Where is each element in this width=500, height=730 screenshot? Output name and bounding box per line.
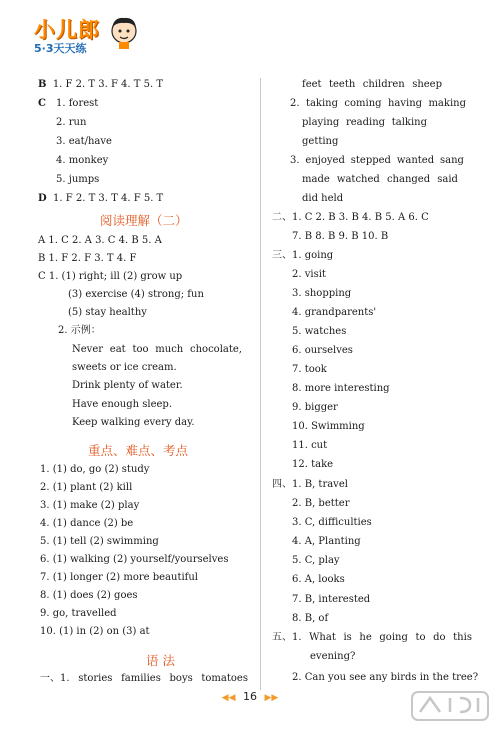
section-title-reading: 阅读理解（二） [100,213,188,228]
grammar-2b: playing reading talking [302,117,427,128]
part-three-10: 10. Swimming [292,421,365,432]
answer-C-4: 4. monkey [56,155,109,166]
part-four-6: 6. A, looks [292,574,345,585]
part-five-1: 五、1. What is he going to do this [272,632,472,643]
part-three-9: 9. bigger [292,402,338,413]
example-line-4: Have enough sleep. [72,399,173,410]
part-four-7: 7. B, interested [292,594,371,605]
part-two-1: 二、1. C 2. B 3. B 4. B 5. A 6. C [272,212,429,223]
answer-C-letter: C [38,98,46,109]
section-title-grammar: 语 法 [146,653,175,668]
grammar-2c: getting [302,136,339,147]
part-two-2: 7. B 8. B 9. B 10. B [292,231,389,242]
answer-C-3: 3. eat/have [56,136,112,147]
part-three-5: 5. watches [292,326,347,337]
column-divider [260,78,261,690]
part-three-8: 8. more interesting [292,383,390,394]
example-line-3: Drink plenty of water. [72,380,183,391]
reading-C1b: (3) exercise (4) strong; fun [68,289,204,300]
answer-D: D 1. F 2. T 3. T 4. F 5. T [38,193,164,204]
part-three-4: 4. grandparents' [292,307,377,318]
part-four-2: 2. B, better [292,498,350,509]
part-three-11: 11. cut [292,440,328,451]
series-logo [30,10,150,56]
key-2: 2. (1) plant (2) kill [40,482,133,493]
reading-B: B 1. F 2. F 3. T 4. F [38,253,137,264]
key-6: 6. (1) walking (2) yourself/yourselves [40,554,229,565]
part-four-8: 8. B, of [292,613,329,624]
key-7: 7. (1) longer (2) more beautiful [40,572,199,583]
part-four-3: 3. C, difficulties [292,517,372,528]
series-text: 5·3天天练 [34,42,87,55]
answer-C-1: 1. forest [56,98,99,109]
reading-C1c: (5) stay healthy [68,307,147,318]
part-four-1: 四、1. B, travel [272,479,348,490]
key-5: 5. (1) tell (2) swimming [40,536,159,547]
prev-arrows-icon: ◀◀ [221,693,236,703]
part-four-4: 4. A, Planting [292,536,361,547]
answer-C-2: 2. run [56,117,87,128]
key-10: 10. (1) in (2) on (3) at [40,626,150,637]
answer-B: B 1. F 2. T 3. F 4. T 5. T [38,79,164,90]
grammar-3: 3. enjoyed stepped wanted sang [290,155,464,166]
part-four-5: 5. C, play [292,555,340,566]
key-4: 4. (1) dance (2) be [40,518,134,529]
part-three-2: 2. visit [292,269,326,280]
page-number: 16 [243,690,257,703]
example-line-2: sweets or ice cream. [72,362,177,373]
grammar-3c: did held [302,193,344,204]
reading-C1: C 1. (1) right; ill (2) grow up [38,271,183,282]
mascot-icon [108,14,140,50]
example-line-5: Keep walking every day. [72,417,195,428]
key-3: 3. (1) make (2) play [40,500,140,511]
part-five-1b: evening? [310,651,356,662]
part-three-6: 6. ourselves [292,345,353,356]
part-five-2: 2. Can you see any birds in the tree? [292,672,479,683]
key-8: 8. (1) does (2) goes [40,590,138,601]
key-1: 1. (1) do, go (2) study [40,464,150,475]
key-9: 9. go, travelled [40,608,117,619]
reading-A: A 1. C 2. A 3. C 4. B 5. A [38,235,162,246]
part-three-1: 三、1. going [272,250,334,261]
grammar-1-cont: feet teeth children sheep [302,79,442,90]
next-arrows-icon: ▶▶ [264,693,279,703]
example-line-1: Never eat too much chocolate, [72,344,242,355]
reading-C2: 2. 示例： [58,325,101,336]
grammar-2: 2. taking coming having making [290,98,466,109]
watermark-icon [410,688,490,724]
part-three-12: 12. take [292,459,334,470]
part-three-7: 7. took [292,364,327,375]
brand-text: 小儿郎 [34,18,100,42]
section-title-key: 重点、难点、考点 [88,443,189,458]
grammar-3b: made watched changed said [302,174,458,185]
grammar-1: 一、1. stories families boys tomatoes [40,673,248,684]
part-three-3: 3. shopping [292,288,352,299]
answer-C-5: 5. jumps [56,174,100,185]
